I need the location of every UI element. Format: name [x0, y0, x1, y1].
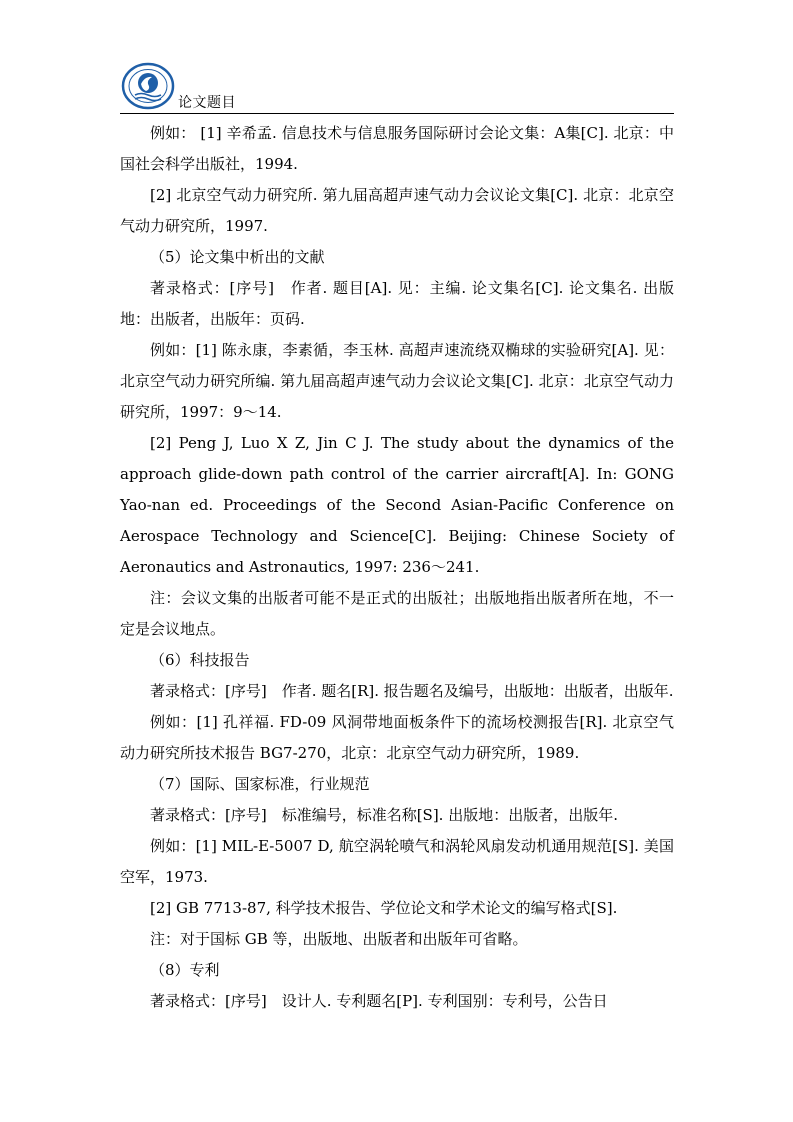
header-title: 论文题目: [178, 95, 236, 111]
paragraph-example-proceedings-2: [2] Peng J, Luo X Z, Jin C J. The study about the dynamics of the approach glide-down path control of the carrier aircraft[A]. In: GONG Yao-nan ed. Proceedings of the Second Asian-Pacific Conference on Aerospace Technology and Science[C]. Beijing: Chinese Society of Aeronautics and Astronautics, 1997: 236～241.: [120, 434, 674, 576]
paragraph-example-tech-report: 例如：[1] 孔祥福. FD-09 风洞带地面板条件下的流场校测报告[R]. 北京空气动力研究所技术报告 BG7-270，北京：北京空气动力研究所，1989.: [120, 713, 674, 762]
university-emblem-icon: [121, 62, 175, 110]
paragraph-example-proceedings-1: 例如：[1] 陈永康，李素循，李玉林. 高超声速流绕双椭球的实验研究[A]. 见：北京空气动力研究所编. 第九届高超声速气动力会议论文集[C]. 北京：北京空气动力研究所，1997：9～14.: [120, 341, 674, 421]
paragraph-example-2: [2] 北京空气动力研究所. 第九届高超声速气动力会议论文集[C]. 北京：北京空气动力研究所，1997.: [120, 186, 674, 235]
paragraph-example-1: 例如： [1] 辛希孟. 信息技术与信息服务国际研讨会论文集：A集[C]. 北京：中国社会科学出版社，1994.: [120, 124, 674, 173]
paragraph-format-standards: 著录格式：[序号] 标准编号，标准名称[S]. 出版地：出版者，出版年.: [150, 806, 618, 824]
body-text: [120, 118, 674, 1017]
paragraph-note-proceedings: 注：会议文集的出版者可能不是正式的出版社；出版地指出版者所在地，不一定是会议地点。: [120, 589, 674, 638]
paragraph-format-patent: 著录格式：[序号] 设计人. 专利题名[P]. 专利国别：专利号，公告日: [150, 992, 608, 1010]
paragraph-format-proceedings: 著录格式：[序号] 作者. 题目[A]. 见：主编. 论文集名[C]. 论文集名. 出版地：出版者，出版年：页码.: [120, 279, 674, 328]
section-heading-standards: （7）国际、国家标准，行业规范: [150, 775, 370, 793]
paragraph-example-standards-2: [2] GB 7713-87, 科学技术报告、学位论文和学术论文的编写格式[S].: [150, 899, 618, 917]
section-heading-tech-report: （6）科技报告: [150, 651, 250, 669]
header-divider: [120, 113, 674, 114]
paragraph-format-tech-report: 著录格式：[序号] 作者. 题名[R]. 报告题名及编号，出版地：出版者，出版年.: [150, 682, 674, 700]
section-heading-patent: （8）专利: [150, 961, 220, 979]
section-heading-proceedings-articles: （5）论文集中析出的文献: [150, 248, 325, 266]
paragraph-example-standards-1: 例如：[1] MIL-E-5007 D, 航空涡轮喷气和涡轮风扇发动机通用规范[S]. 美国空军，1973.: [120, 837, 674, 886]
paragraph-note-standards: 注：对于国标 GB 等，出版地、出版者和出版年可省略。: [150, 930, 528, 948]
